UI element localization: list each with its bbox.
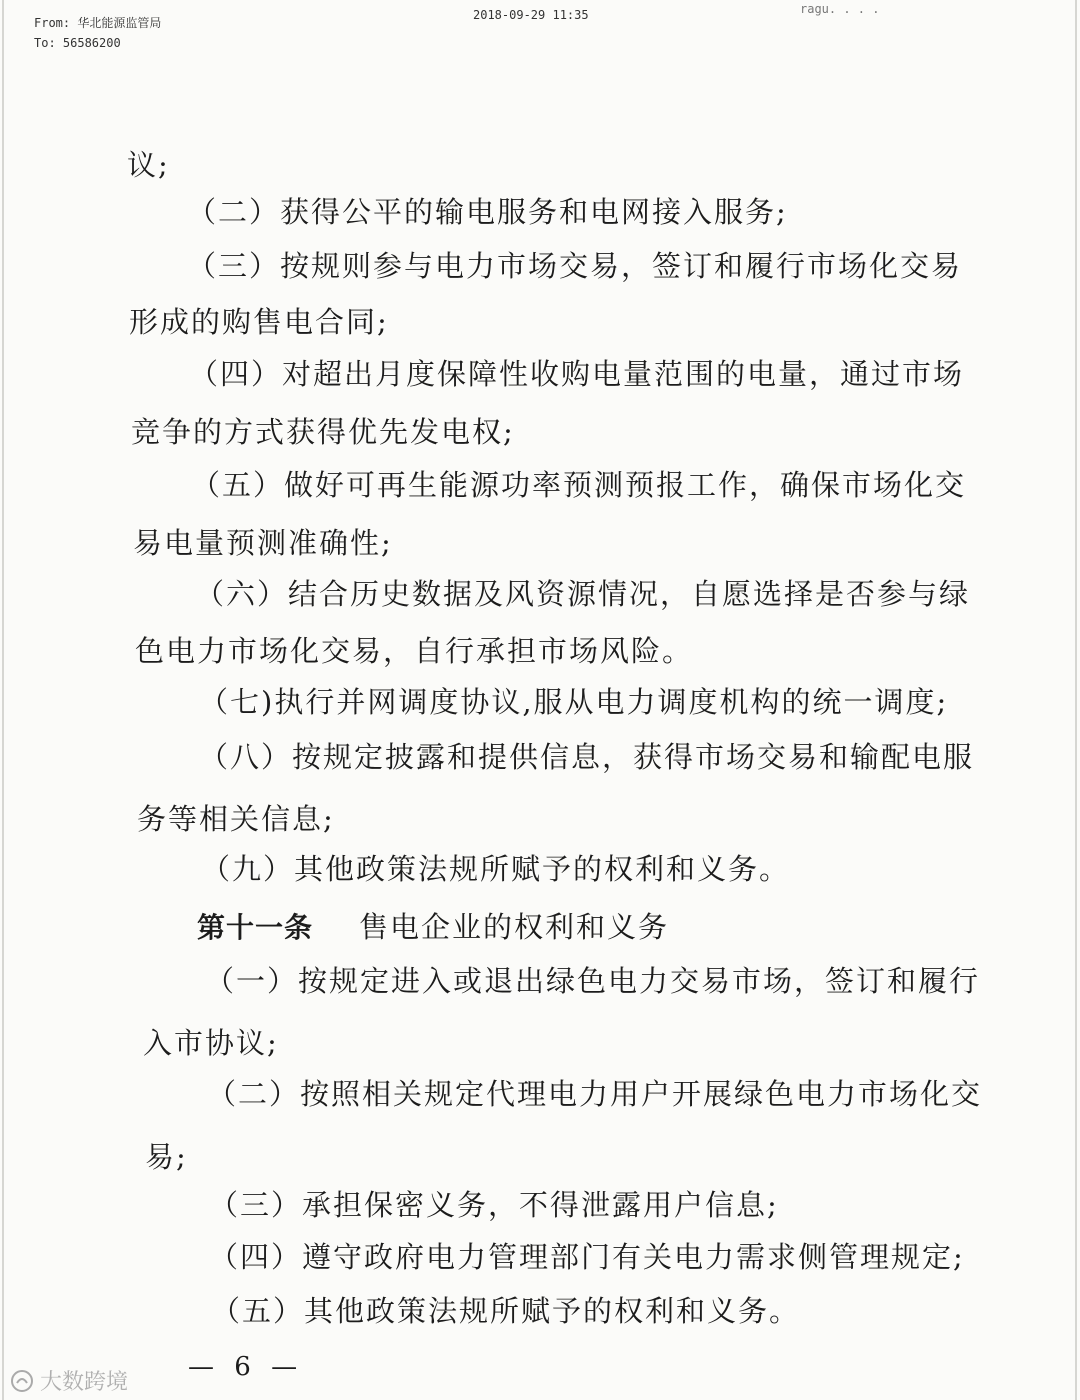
scan-edge-right (1075, 0, 1077, 1400)
fax-to: To: 56586200 (34, 36, 121, 50)
body-line: （四）对超出月度保障性收购电量范围的电量，通过市场 (189, 357, 965, 391)
fax-from: From: 华北能源监管局 (34, 16, 162, 30)
body-line: （二）获得公平的输电服务和电网接入服务; (187, 195, 788, 229)
watermark (10, 1365, 128, 1396)
watermark-logo-icon (10, 1369, 34, 1393)
body-line: 易; (145, 1140, 188, 1174)
body-line: （七)执行并网调度协议,服从电力调度机构的统一调度; (199, 685, 949, 719)
article-title: 售电企业的权利和义务 (359, 910, 670, 944)
article-heading (197, 908, 669, 947)
body-line: 议; (127, 148, 170, 182)
body-line: （四）遵守政府电力管理部门有关电力需求侧管理规定; (209, 1240, 965, 1274)
body-line: （五）其他政策法规所赋予的权利和义务。 (211, 1294, 801, 1328)
body-line: 形成的购售电合同; (129, 305, 389, 339)
body-line: 易电量预测准确性; (133, 526, 393, 560)
body-line: （五）做好可再生能源功率预测预报工作，确保市场化交 (191, 468, 967, 502)
body-line: （九）其他政策法规所赋予的权利和义务。 (201, 852, 791, 886)
scan-edge-left (2, 0, 4, 1400)
page-number: — 6 — (188, 1352, 304, 1382)
body-line: （二）按照相关规定代理电力用户开展绿色电力市场化交 (207, 1077, 983, 1111)
article-number: 第十一条 (197, 911, 314, 944)
fax-timestamp: 2018-09-29 11:35 (473, 8, 589, 22)
body-line: （一）按规定进入或退出绿色电力交易市场，签订和履行 (205, 964, 981, 998)
body-line: 竞争的方式获得优先发电权; (131, 415, 515, 449)
body-line: （八）按规定披露和提供信息，获得市场交易和输配电服 (199, 740, 975, 774)
body-line: （三）承担保密义务，不得泄露用户信息; (209, 1188, 779, 1222)
body-line: 入市协议; (143, 1026, 279, 1060)
body-line: （三）按规则参与电力市场交易，签订和履行市场化交易 (187, 249, 963, 283)
body-line: 色电力市场化交易，自行承担市场风险。 (135, 634, 694, 668)
body-line: 务等相关信息; (137, 802, 335, 836)
watermark-text: 大数跨境 (40, 1370, 129, 1395)
fax-page-fragment: ragu. . . . (800, 2, 880, 16)
body-line: （六）结合历史数据及风资源情况，自愿选择是否参与绿 (195, 577, 971, 611)
